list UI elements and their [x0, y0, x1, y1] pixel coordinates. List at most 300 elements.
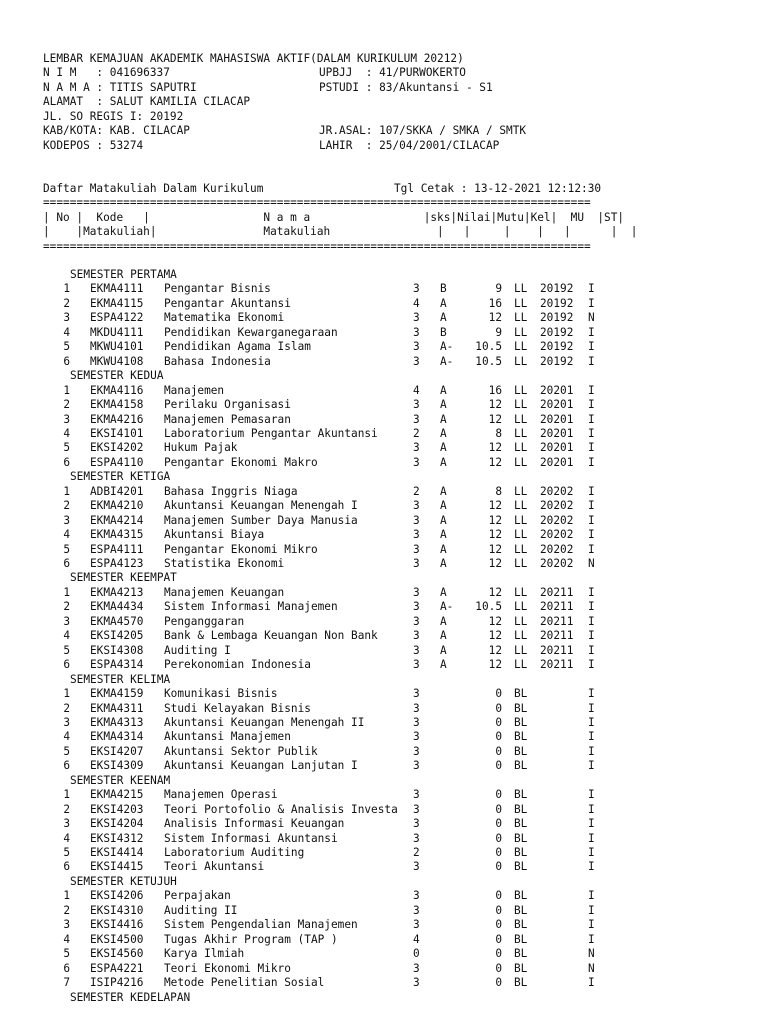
course-sks: 3 [413, 585, 420, 599]
course-kel: LL [514, 484, 528, 498]
course-no: 5 [63, 744, 70, 758]
course-st: I [588, 932, 595, 946]
course-code: EKSI4101 [90, 426, 144, 440]
course-mutu: 12 [488, 455, 502, 469]
course-st: I [588, 412, 595, 426]
course-mu: 20201 [540, 441, 574, 455]
course-sks: 3 [413, 817, 420, 831]
course-st: I [588, 398, 595, 412]
course-mutu: 0 [495, 976, 502, 990]
course-st: N [588, 961, 595, 975]
course-name: Studi Kelayakan Bisnis [164, 701, 311, 715]
course-name: Analisis Informasi Keuangan [164, 817, 345, 831]
course-no: 4 [63, 932, 70, 946]
course-sks: 3 [413, 412, 420, 426]
course-mutu: 12 [488, 311, 502, 325]
course-no: 6 [63, 455, 70, 469]
course-kel: LL [514, 398, 528, 412]
course-kel: LL [514, 325, 528, 339]
lahir-field: LAHIR : 25/04/2001/CILACAP [319, 139, 500, 152]
course-code: ISIP4216 [90, 976, 144, 990]
course-name: Akuntansi Keuangan Lanjutan I [164, 759, 358, 773]
course-mu: 20202 [540, 513, 574, 527]
course-sks: 3 [413, 802, 420, 816]
course-name: Pengantar Bisnis [164, 282, 271, 296]
course-no: 3 [63, 614, 70, 628]
course-code: EKSI4202 [90, 441, 144, 455]
course-nilai: B [440, 325, 447, 339]
semester-heading: SEMESTER KEDUA [70, 369, 164, 383]
course-st: I [588, 614, 595, 628]
course-st: I [588, 903, 595, 917]
course-mu: 20202 [540, 484, 574, 498]
course-name: Perilaku Organisasi [164, 398, 291, 412]
so-regis-field: JL. SO REGIS I: 20192 [43, 110, 184, 123]
course-kel: BL [514, 831, 528, 845]
course-code: EKMA4116 [90, 383, 144, 397]
course-name: Metode Penelitian Sosial [164, 976, 325, 990]
course-sks: 3 [413, 759, 420, 773]
semester-heading: SEMESTER KEEMPAT [70, 571, 177, 585]
course-mutu: 9 [495, 325, 502, 339]
course-mutu: 0 [495, 947, 502, 961]
course-sks: 3 [413, 658, 420, 672]
course-mutu: 0 [495, 831, 502, 845]
course-no: 2 [63, 903, 70, 917]
course-st: I [588, 701, 595, 715]
course-sks: 3 [413, 961, 420, 975]
course-code: EKSI4500 [90, 932, 144, 946]
course-mutu: 12 [488, 528, 502, 542]
course-name: Pengantar Ekonomi Mikro [164, 542, 318, 556]
course-sks: 3 [413, 730, 420, 744]
course-nilai: A [440, 643, 447, 657]
course-name: Bank & Lembaga Keuangan Non Bank [164, 629, 378, 643]
course-st: N [588, 947, 595, 961]
course-sks: 3 [413, 976, 420, 990]
course-no: 5 [63, 947, 70, 961]
course-mu: 20202 [540, 542, 574, 556]
course-kel: LL [514, 441, 528, 455]
course-code: EKMA4315 [90, 528, 144, 542]
kabkota-field: KAB/KOTA: KAB. CILACAP [43, 124, 190, 137]
course-code: EKMA4115 [90, 296, 144, 310]
course-mutu: 12 [488, 614, 502, 628]
course-st: I [588, 802, 595, 816]
course-nilai: A [440, 296, 447, 310]
course-no: 5 [63, 643, 70, 657]
course-nilai: A [440, 484, 447, 498]
course-mutu: 0 [495, 860, 502, 874]
course-code: ESPA4111 [90, 542, 144, 556]
course-mutu: 12 [488, 513, 502, 527]
course-mutu: 0 [495, 744, 502, 758]
course-st: I [588, 629, 595, 643]
course-kel: LL [514, 296, 528, 310]
header-rule-bottom: ================================================================================== [43, 240, 591, 253]
course-mu: 20202 [540, 528, 574, 542]
course-st: N [588, 557, 595, 570]
course-kel: LL [514, 600, 528, 614]
course-kel: LL [514, 658, 528, 672]
course-no: 3 [63, 412, 70, 426]
course-mutu: 12 [488, 398, 502, 412]
course-mutu: 10.5 [475, 354, 502, 368]
course-kel: LL [514, 614, 528, 628]
course-no: 4 [63, 325, 70, 339]
course-name: Teori Portofolio & Analisis Investa [164, 802, 398, 816]
course-nilai: A [440, 455, 447, 469]
course-code: EKMA4210 [90, 499, 144, 513]
course-sks: 4 [413, 383, 420, 397]
course-no: 1 [63, 484, 70, 498]
course-st: I [588, 296, 595, 310]
course-sks: 3 [413, 629, 420, 643]
course-code: ESPA4122 [90, 311, 144, 325]
course-mutu: 0 [495, 759, 502, 773]
course-st: I [588, 759, 595, 773]
course-st: I [588, 455, 595, 469]
course-name: Auditing I [164, 643, 231, 657]
course-st: I [588, 499, 595, 513]
course-code: EKSI4206 [90, 889, 144, 903]
course-name: Laboratorium Auditing [164, 846, 305, 859]
course-name: Pengantar Akuntansi [164, 296, 291, 310]
course-nilai: A [440, 398, 447, 412]
course-name: Akuntansi Biaya [164, 528, 265, 542]
course-sks: 3 [413, 557, 420, 570]
course-st: I [588, 282, 595, 296]
course-mutu: 0 [495, 932, 502, 946]
course-st: I [588, 528, 595, 542]
course-nilai: A [440, 383, 447, 397]
course-nilai: A [440, 311, 447, 325]
course-st: I [588, 976, 595, 990]
header-rule-top: ================================================================================== [43, 196, 591, 209]
course-st: I [588, 730, 595, 744]
course-nilai: A [440, 614, 447, 628]
course-name: Bahasa Inggris Niaga [164, 484, 298, 498]
course-kel: BL [514, 961, 528, 975]
course-code: EKMA4159 [90, 687, 144, 701]
course-sks: 3 [413, 744, 420, 758]
course-sks: 3 [413, 311, 420, 325]
course-sks: 3 [413, 860, 420, 874]
course-mu: 20201 [540, 455, 574, 469]
course-st: I [588, 542, 595, 556]
course-kel: LL [514, 557, 528, 570]
course-kel: LL [514, 311, 528, 325]
course-code: ESPA4110 [90, 455, 144, 469]
course-no: 2 [63, 296, 70, 310]
course-mutu: 0 [495, 961, 502, 975]
course-name: Perekonomian Indonesia [164, 658, 311, 672]
course-name: Matematika Ekonomi [164, 311, 285, 325]
course-nilai: A [440, 542, 447, 556]
course-name: Pendidikan Kewarganegaraan [164, 325, 338, 339]
course-kel: BL [514, 860, 528, 874]
course-no: 3 [63, 918, 70, 932]
course-code: EKSI4310 [90, 903, 144, 917]
course-mutu: 0 [495, 846, 502, 859]
course-mutu: 0 [495, 918, 502, 932]
course-mutu: 12 [488, 585, 502, 599]
course-sks: 3 [413, 542, 420, 556]
course-sks: 3 [413, 455, 420, 469]
course-sks: 3 [413, 903, 420, 917]
course-name: Komunikasi Bisnis [164, 687, 278, 701]
course-no: 2 [63, 600, 70, 614]
course-st: I [588, 643, 595, 657]
course-code: EKMA4311 [90, 701, 144, 715]
course-mu: 20211 [540, 614, 574, 628]
course-sks: 4 [413, 932, 420, 946]
course-code: EKMA4215 [90, 788, 144, 802]
course-mutu: 0 [495, 817, 502, 831]
course-mu: 20211 [540, 585, 574, 599]
course-kel: LL [514, 513, 528, 527]
course-mutu: 12 [488, 441, 502, 455]
semester-heading: SEMESTER KETIGA [70, 470, 171, 484]
course-mu: 20201 [540, 426, 574, 440]
course-st: I [588, 340, 595, 354]
course-mu: 20202 [540, 499, 574, 513]
course-name: Karya Ilmiah [164, 947, 245, 961]
course-name: Teori Akuntansi [164, 860, 265, 874]
course-code: EKMA4213 [90, 585, 144, 599]
course-code: EKSI4204 [90, 817, 144, 831]
course-no: 2 [63, 701, 70, 715]
course-kel: BL [514, 889, 528, 903]
document-title: LEMBAR KEMAJUAN AKADEMIK MAHASISWA AKTIF(DALAM KURIKULUM 20212) [43, 52, 464, 65]
course-sks: 3 [413, 340, 420, 354]
course-name: Sistem Pengendalian Manajemen [164, 918, 358, 932]
course-code: MKWU4108 [90, 354, 144, 368]
course-kel: BL [514, 701, 528, 715]
course-mu: 20192 [540, 311, 574, 325]
course-mu: 20192 [540, 296, 574, 310]
course-mu: 20192 [540, 325, 574, 339]
course-no: 4 [63, 831, 70, 845]
course-kel: BL [514, 817, 528, 831]
course-mu: 20201 [540, 412, 574, 426]
course-name: Auditing II [164, 903, 238, 917]
course-nilai: B [440, 282, 447, 296]
course-code: MKDU4111 [90, 325, 144, 339]
course-code: EKSI4308 [90, 643, 144, 657]
course-st: I [588, 817, 595, 831]
course-sks: 3 [413, 325, 420, 339]
course-kel: LL [514, 643, 528, 657]
course-nilai: A [440, 499, 447, 513]
course-st: I [588, 325, 595, 339]
course-mu: 20192 [540, 354, 574, 368]
course-code: ESPA4314 [90, 658, 144, 672]
course-mu: 20192 [540, 340, 574, 354]
course-st: I [588, 744, 595, 758]
course-no: 3 [63, 715, 70, 729]
course-st: I [588, 831, 595, 845]
table-header-row-1: | No | Kode | N a m a |sks|Nilai|Mutu|Kel| MU |ST| [43, 211, 625, 224]
course-no: 3 [63, 817, 70, 831]
course-nilai: A [440, 585, 447, 599]
course-mu: 20201 [540, 383, 574, 397]
course-sks: 3 [413, 831, 420, 845]
course-kel: LL [514, 585, 528, 599]
course-nilai: A- [440, 354, 454, 368]
course-kel: LL [514, 426, 528, 440]
course-no: 1 [63, 788, 70, 802]
course-mu: 20211 [540, 658, 574, 672]
course-kel: BL [514, 947, 528, 961]
course-kel: LL [514, 340, 528, 354]
course-code: EKMA4434 [90, 600, 144, 614]
course-sks: 3 [413, 614, 420, 628]
course-code: ESPA4221 [90, 961, 144, 975]
semester-heading: SEMESTER KEDELAPAN [70, 990, 191, 1004]
course-name: Akuntansi Sektor Publik [164, 744, 318, 758]
course-st: I [588, 658, 595, 672]
course-name: Penganggaran [164, 614, 245, 628]
course-kel: LL [514, 528, 528, 542]
course-name: Manajemen Pemasaran [164, 412, 291, 426]
course-sks: 3 [413, 788, 420, 802]
course-no: 6 [63, 961, 70, 975]
course-sks: 3 [413, 643, 420, 657]
course-sks: 3 [413, 398, 420, 412]
course-name: Sistem Informasi Manajemen [164, 600, 338, 614]
course-nilai: A- [440, 340, 454, 354]
course-mutu: 0 [495, 730, 502, 744]
course-st: I [588, 600, 595, 614]
course-kel: BL [514, 744, 528, 758]
course-kel: BL [514, 687, 528, 701]
course-kel: LL [514, 282, 528, 296]
course-kel: LL [514, 499, 528, 513]
semester-heading: SEMESTER KELIMA [70, 672, 171, 686]
course-kel: BL [514, 918, 528, 932]
course-code: EKSI4207 [90, 744, 144, 758]
course-name: Perpajakan [164, 889, 231, 903]
course-mutu: 0 [495, 687, 502, 701]
course-code: ESPA4123 [90, 557, 144, 570]
course-no: 7 [63, 976, 70, 990]
print-date: Tgl Cetak : 13-12-2021 12:12:30 [394, 182, 602, 195]
course-sks: 3 [413, 282, 420, 296]
course-nilai: A [440, 441, 447, 455]
course-mutu: 10.5 [475, 600, 502, 614]
course-mutu: 12 [488, 629, 502, 643]
course-code: MKWU4101 [90, 340, 144, 354]
course-kel: BL [514, 903, 528, 917]
course-code: EKSI4309 [90, 759, 144, 773]
course-sks: 2 [413, 484, 420, 498]
course-st: N [588, 311, 595, 325]
course-no: 3 [63, 513, 70, 527]
course-st: I [588, 788, 595, 802]
course-kel: BL [514, 759, 528, 773]
course-code: EKSI4416 [90, 918, 144, 932]
course-no: 2 [63, 499, 70, 513]
course-no: 6 [63, 658, 70, 672]
course-mutu: 0 [495, 715, 502, 729]
course-mutu: 0 [495, 701, 502, 715]
course-code: EKSI4560 [90, 947, 144, 961]
table-header-row-2: | |Matakuliah| Matakuliah | | | | | | | [43, 225, 638, 238]
course-kel: LL [514, 542, 528, 556]
course-st: I [588, 846, 595, 859]
course-mutu: 12 [488, 542, 502, 556]
course-mutu: 0 [495, 903, 502, 917]
course-kel: BL [514, 802, 528, 816]
course-no: 5 [63, 542, 70, 556]
course-kel: BL [514, 788, 528, 802]
course-mutu: 12 [488, 412, 502, 426]
course-mutu: 0 [495, 802, 502, 816]
course-st: I [588, 383, 595, 397]
course-name: Pendidikan Agama Islam [164, 340, 311, 354]
course-mutu: 16 [488, 383, 502, 397]
jrasal-field: JR.ASAL: 107/SKKA / SMKA / SMTK [319, 124, 527, 137]
course-mutu: 12 [488, 658, 502, 672]
course-nilai: A [440, 426, 447, 440]
nama-field: N A M A : TITIS SAPUTRI [43, 81, 197, 94]
course-st: I [588, 687, 595, 701]
course-name: Tugas Akhir Program (TAP ) [164, 932, 338, 946]
course-sks: 3 [413, 918, 420, 932]
course-mutu: 9 [495, 282, 502, 296]
course-sks: 3 [413, 889, 420, 903]
course-mu: 20211 [540, 643, 574, 657]
course-nilai: A- [440, 600, 454, 614]
course-code: EKMA4570 [90, 614, 144, 628]
course-kel: LL [514, 354, 528, 368]
course-no: 6 [63, 860, 70, 874]
course-code: EKMA4313 [90, 715, 144, 729]
course-nilai: A [440, 557, 447, 570]
course-code: EKMA4214 [90, 513, 144, 527]
course-no: 1 [63, 383, 70, 397]
course-code: EKSI4415 [90, 860, 144, 874]
course-st: I [588, 513, 595, 527]
semester-heading: SEMESTER KEENAM [70, 773, 171, 787]
course-sks: 3 [413, 687, 420, 701]
course-no: 4 [63, 629, 70, 643]
course-code: EKMA4111 [90, 282, 144, 296]
course-name: Pengantar Ekonomi Makro [164, 455, 318, 469]
course-mu: 20201 [540, 398, 574, 412]
course-mutu: 0 [495, 788, 502, 802]
course-name: Bahasa Indonesia [164, 354, 271, 368]
course-no: 6 [63, 759, 70, 773]
course-mutu: 12 [488, 499, 502, 513]
course-st: I [588, 860, 595, 874]
course-st: I [588, 441, 595, 455]
course-name: Hukum Pajak [164, 441, 238, 455]
course-no: 5 [63, 441, 70, 455]
course-mutu: 8 [495, 426, 502, 440]
course-sks: 3 [413, 354, 420, 368]
course-kel: LL [514, 383, 528, 397]
course-mutu: 0 [495, 889, 502, 903]
course-no: 3 [63, 311, 70, 325]
course-no: 6 [63, 557, 70, 570]
semester-heading: SEMESTER PERTAMA [70, 268, 177, 281]
course-name: Akuntansi Manajemen [164, 730, 291, 744]
course-mutu: 12 [488, 557, 502, 570]
course-sks: 3 [413, 513, 420, 527]
course-no: 4 [63, 528, 70, 542]
